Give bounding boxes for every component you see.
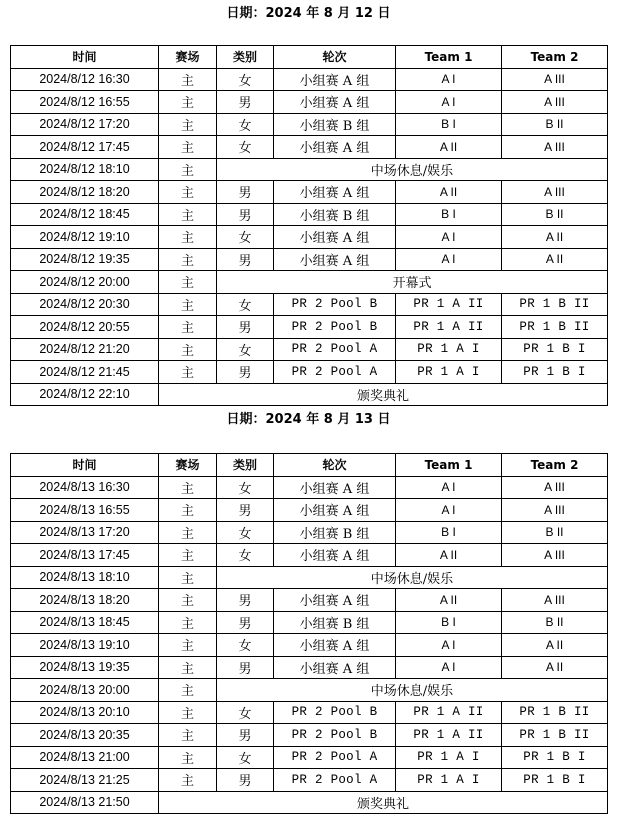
team1-cell: A I bbox=[396, 634, 502, 657]
category-cell: 男 bbox=[217, 316, 274, 339]
event-cell: 中场休息/娱乐 bbox=[217, 566, 608, 589]
time-cell: 2024/8/13 18:20 bbox=[11, 589, 159, 612]
time-cell: 2024/8/12 17:20 bbox=[11, 113, 159, 136]
time-cell: 2024/8/12 16:55 bbox=[11, 91, 159, 114]
team1-cell: PR 1 A I bbox=[396, 746, 502, 769]
time-cell: 2024/8/13 19:35 bbox=[11, 656, 159, 679]
team2-cell: A III bbox=[502, 589, 608, 612]
team2-cell: A II bbox=[502, 634, 608, 657]
round-cell: 小组赛 A 组 bbox=[274, 181, 396, 204]
venue-cell: 主 bbox=[159, 701, 217, 724]
team2-cell: B II bbox=[502, 113, 608, 136]
time-cell: 2024/8/13 20:10 bbox=[11, 701, 159, 724]
venue-cell: 主 bbox=[159, 338, 217, 361]
venue-cell: 主 bbox=[159, 724, 217, 747]
team2-cell: A III bbox=[502, 476, 608, 499]
venue-cell: 主 bbox=[159, 293, 217, 316]
team2-cell: PR 1 B I bbox=[502, 361, 608, 384]
team1-cell: PR 1 A I bbox=[396, 361, 502, 384]
table-row bbox=[11, 271, 608, 294]
venue-cell: 主 bbox=[159, 136, 217, 159]
team2-cell: B II bbox=[502, 611, 608, 634]
time-cell: 2024/8/13 21:50 bbox=[11, 791, 159, 814]
header-row bbox=[11, 454, 608, 477]
round-cell: 小组赛 A 组 bbox=[274, 136, 396, 159]
team2-cell: PR 1 B II bbox=[502, 724, 608, 747]
event-cell: 颁奖典礼 bbox=[159, 791, 608, 814]
team2-cell: PR 1 B I bbox=[502, 746, 608, 769]
table-row bbox=[11, 544, 608, 567]
round-cell: PR 2 Pool A bbox=[274, 338, 396, 361]
table-row bbox=[11, 656, 608, 679]
round-cell: 小组赛 A 组 bbox=[274, 68, 396, 91]
category-cell: 女 bbox=[217, 521, 274, 544]
category-cell: 男 bbox=[217, 589, 274, 612]
team1-cell: A II bbox=[396, 589, 502, 612]
team1-cell: A II bbox=[396, 181, 502, 204]
category-cell: 男 bbox=[217, 724, 274, 747]
table-row bbox=[11, 338, 608, 361]
venue-cell: 主 bbox=[159, 226, 217, 249]
category-cell: 女 bbox=[217, 476, 274, 499]
team1-cell: A I bbox=[396, 226, 502, 249]
table-row bbox=[11, 203, 608, 226]
team2-cell: PR 1 B II bbox=[502, 316, 608, 339]
team2-cell: A III bbox=[502, 68, 608, 91]
team2-cell: PR 1 B II bbox=[502, 701, 608, 724]
event-cell: 颁奖典礼 bbox=[159, 383, 608, 406]
team2-cell: B II bbox=[502, 203, 608, 226]
category-cell: 女 bbox=[217, 293, 274, 316]
table-row bbox=[11, 91, 608, 114]
schedule-table-day-1 bbox=[10, 45, 608, 406]
venue-cell: 主 bbox=[159, 589, 217, 612]
category-cell: 女 bbox=[217, 634, 274, 657]
time-cell: 2024/8/13 21:00 bbox=[11, 746, 159, 769]
venue-cell: 主 bbox=[159, 611, 217, 634]
time-cell: 2024/8/12 20:55 bbox=[11, 316, 159, 339]
category-cell: 女 bbox=[217, 338, 274, 361]
round-cell: PR 2 Pool B bbox=[274, 316, 396, 339]
time-cell: 2024/8/12 22:10 bbox=[11, 383, 159, 406]
round-cell: 小组赛 B 组 bbox=[274, 611, 396, 634]
event-cell: 中场休息/娱乐 bbox=[217, 158, 608, 181]
category-cell: 男 bbox=[217, 203, 274, 226]
table-row bbox=[11, 634, 608, 657]
round-cell: PR 2 Pool B bbox=[274, 724, 396, 747]
venue-cell: 主 bbox=[159, 746, 217, 769]
team2-cell: A II bbox=[502, 226, 608, 249]
time-cell: 2024/8/12 18:45 bbox=[11, 203, 159, 226]
table-row bbox=[11, 769, 608, 792]
category-cell: 男 bbox=[217, 181, 274, 204]
team1-cell: A I bbox=[396, 91, 502, 114]
venue-cell: 主 bbox=[159, 499, 217, 522]
round-cell: 小组赛 B 组 bbox=[274, 203, 396, 226]
time-cell: 2024/8/13 16:55 bbox=[11, 499, 159, 522]
category-cell: 男 bbox=[217, 248, 274, 271]
table-row bbox=[11, 226, 608, 249]
category-cell: 女 bbox=[217, 113, 274, 136]
team1-cell: PR 1 A II bbox=[396, 316, 502, 339]
round-cell: 小组赛 A 组 bbox=[274, 634, 396, 657]
table-row bbox=[11, 136, 608, 159]
team1-cell: PR 1 A I bbox=[396, 769, 502, 792]
time-cell: 2024/8/13 18:10 bbox=[11, 566, 159, 589]
team2-cell: A III bbox=[502, 91, 608, 114]
time-cell: 2024/8/12 19:35 bbox=[11, 248, 159, 271]
col-round-header: 轮次 bbox=[274, 454, 396, 477]
venue-cell: 主 bbox=[159, 271, 217, 294]
team2-cell: A III bbox=[502, 544, 608, 567]
table-row bbox=[11, 476, 608, 499]
team1-cell: B I bbox=[396, 521, 502, 544]
col-team1-header: Team 1 bbox=[396, 454, 502, 477]
round-cell: PR 2 Pool A bbox=[274, 746, 396, 769]
time-cell: 2024/8/12 17:45 bbox=[11, 136, 159, 159]
team1-cell: A I bbox=[396, 476, 502, 499]
time-cell: 2024/8/12 20:30 bbox=[11, 293, 159, 316]
category-cell: 女 bbox=[217, 68, 274, 91]
team2-cell: A III bbox=[502, 136, 608, 159]
time-cell: 2024/8/12 21:45 bbox=[11, 361, 159, 384]
table-row bbox=[11, 791, 608, 814]
category-cell: 女 bbox=[217, 544, 274, 567]
time-cell: 2024/8/13 21:25 bbox=[11, 769, 159, 792]
venue-cell: 主 bbox=[159, 158, 217, 181]
venue-cell: 主 bbox=[159, 566, 217, 589]
team1-cell: A II bbox=[396, 136, 502, 159]
team1-cell: A I bbox=[396, 68, 502, 91]
category-cell: 男 bbox=[217, 656, 274, 679]
round-cell: PR 2 Pool B bbox=[274, 293, 396, 316]
round-cell: 小组赛 A 组 bbox=[274, 226, 396, 249]
category-cell: 女 bbox=[217, 226, 274, 249]
time-cell: 2024/8/13 17:20 bbox=[11, 521, 159, 544]
team2-cell: PR 1 B I bbox=[502, 338, 608, 361]
category-cell: 男 bbox=[217, 499, 274, 522]
venue-cell: 主 bbox=[159, 203, 217, 226]
time-cell: 2024/8/12 20:00 bbox=[11, 271, 159, 294]
team1-cell: A I bbox=[396, 656, 502, 679]
schedule-table-day-2 bbox=[10, 453, 608, 814]
time-cell: 2024/8/12 18:10 bbox=[11, 158, 159, 181]
category-cell: 女 bbox=[217, 136, 274, 159]
team2-cell: A II bbox=[502, 248, 608, 271]
team1-cell: PR 1 A II bbox=[396, 701, 502, 724]
col-venue-header: 赛场 bbox=[159, 46, 217, 69]
round-cell: 小组赛 A 组 bbox=[274, 589, 396, 612]
col-time-header: 时间 bbox=[11, 46, 159, 69]
table-row bbox=[11, 383, 608, 406]
team2-cell: A III bbox=[502, 181, 608, 204]
venue-cell: 主 bbox=[159, 68, 217, 91]
table-row bbox=[11, 724, 608, 747]
time-cell: 2024/8/13 20:35 bbox=[11, 724, 159, 747]
table-row bbox=[11, 521, 608, 544]
table-row bbox=[11, 679, 608, 702]
venue-cell: 主 bbox=[159, 113, 217, 136]
time-cell: 2024/8/13 20:00 bbox=[11, 679, 159, 702]
table-row bbox=[11, 611, 608, 634]
round-cell: 小组赛 A 组 bbox=[274, 248, 396, 271]
venue-cell: 主 bbox=[159, 679, 217, 702]
day-heading-2: 日期：2024 年 8 月 13 日 bbox=[226, 412, 391, 427]
round-cell: 小组赛 B 组 bbox=[274, 113, 396, 136]
round-cell: PR 2 Pool B bbox=[274, 701, 396, 724]
table-row bbox=[11, 589, 608, 612]
category-cell: 男 bbox=[217, 769, 274, 792]
table-row bbox=[11, 746, 608, 769]
round-cell: PR 2 Pool A bbox=[274, 769, 396, 792]
team2-cell: PR 1 B I bbox=[502, 769, 608, 792]
table-row bbox=[11, 248, 608, 271]
col-team1-header: Team 1 bbox=[396, 46, 502, 69]
time-cell: 2024/8/13 18:45 bbox=[11, 611, 159, 634]
col-round-header: 轮次 bbox=[274, 46, 396, 69]
time-cell: 2024/8/13 17:45 bbox=[11, 544, 159, 567]
round-cell: PR 2 Pool A bbox=[274, 361, 396, 384]
round-cell: 小组赛 A 组 bbox=[274, 499, 396, 522]
col-category-header: 类别 bbox=[217, 46, 274, 69]
time-cell: 2024/8/12 19:10 bbox=[11, 226, 159, 249]
table-row bbox=[11, 158, 608, 181]
col-time-header: 时间 bbox=[11, 454, 159, 477]
round-cell: 小组赛 A 组 bbox=[274, 656, 396, 679]
venue-cell: 主 bbox=[159, 634, 217, 657]
round-cell: 小组赛 B 组 bbox=[274, 521, 396, 544]
venue-cell: 主 bbox=[159, 316, 217, 339]
team1-cell: PR 1 A I bbox=[396, 338, 502, 361]
category-cell: 女 bbox=[217, 746, 274, 769]
team1-cell: A I bbox=[396, 248, 502, 271]
event-cell: 开幕式 bbox=[217, 271, 608, 294]
category-cell: 男 bbox=[217, 361, 274, 384]
venue-cell: 主 bbox=[159, 769, 217, 792]
venue-cell: 主 bbox=[159, 91, 217, 114]
team1-cell: PR 1 A II bbox=[396, 724, 502, 747]
table-row bbox=[11, 316, 608, 339]
time-cell: 2024/8/12 18:20 bbox=[11, 181, 159, 204]
table-row bbox=[11, 113, 608, 136]
team2-cell: A III bbox=[502, 499, 608, 522]
venue-cell: 主 bbox=[159, 181, 217, 204]
venue-cell: 主 bbox=[159, 248, 217, 271]
team1-cell: B I bbox=[396, 203, 502, 226]
venue-cell: 主 bbox=[159, 476, 217, 499]
table-row bbox=[11, 701, 608, 724]
round-cell: 小组赛 A 组 bbox=[274, 476, 396, 499]
time-cell: 2024/8/13 16:30 bbox=[11, 476, 159, 499]
team1-cell: B I bbox=[396, 611, 502, 634]
day-heading-1: 日期：2024 年 8 月 12 日 bbox=[226, 6, 391, 21]
time-cell: 2024/8/13 19:10 bbox=[11, 634, 159, 657]
table-row bbox=[11, 293, 608, 316]
venue-cell: 主 bbox=[159, 656, 217, 679]
team1-cell: PR 1 A II bbox=[396, 293, 502, 316]
team2-cell: B II bbox=[502, 521, 608, 544]
round-cell: 小组赛 A 组 bbox=[274, 544, 396, 567]
team1-cell: B I bbox=[396, 113, 502, 136]
table-row bbox=[11, 361, 608, 384]
category-cell: 女 bbox=[217, 701, 274, 724]
venue-cell: 主 bbox=[159, 521, 217, 544]
event-cell: 中场休息/娱乐 bbox=[217, 679, 608, 702]
col-team2-header: Team 2 bbox=[502, 46, 608, 69]
round-cell: 小组赛 A 组 bbox=[274, 91, 396, 114]
table-row bbox=[11, 499, 608, 522]
venue-cell: 主 bbox=[159, 361, 217, 384]
col-category-header: 类别 bbox=[217, 454, 274, 477]
table-row bbox=[11, 181, 608, 204]
team1-cell: A II bbox=[396, 544, 502, 567]
col-venue-header: 赛场 bbox=[159, 454, 217, 477]
time-cell: 2024/8/12 21:20 bbox=[11, 338, 159, 361]
team2-cell: PR 1 B II bbox=[502, 293, 608, 316]
category-cell: 男 bbox=[217, 611, 274, 634]
time-cell: 2024/8/12 16:30 bbox=[11, 68, 159, 91]
venue-cell: 主 bbox=[159, 544, 217, 567]
team2-cell: A II bbox=[502, 656, 608, 679]
col-team2-header: Team 2 bbox=[502, 454, 608, 477]
category-cell: 男 bbox=[217, 91, 274, 114]
header-row bbox=[11, 46, 608, 69]
table-row bbox=[11, 68, 608, 91]
team1-cell: A I bbox=[396, 499, 502, 522]
table-row bbox=[11, 566, 608, 589]
